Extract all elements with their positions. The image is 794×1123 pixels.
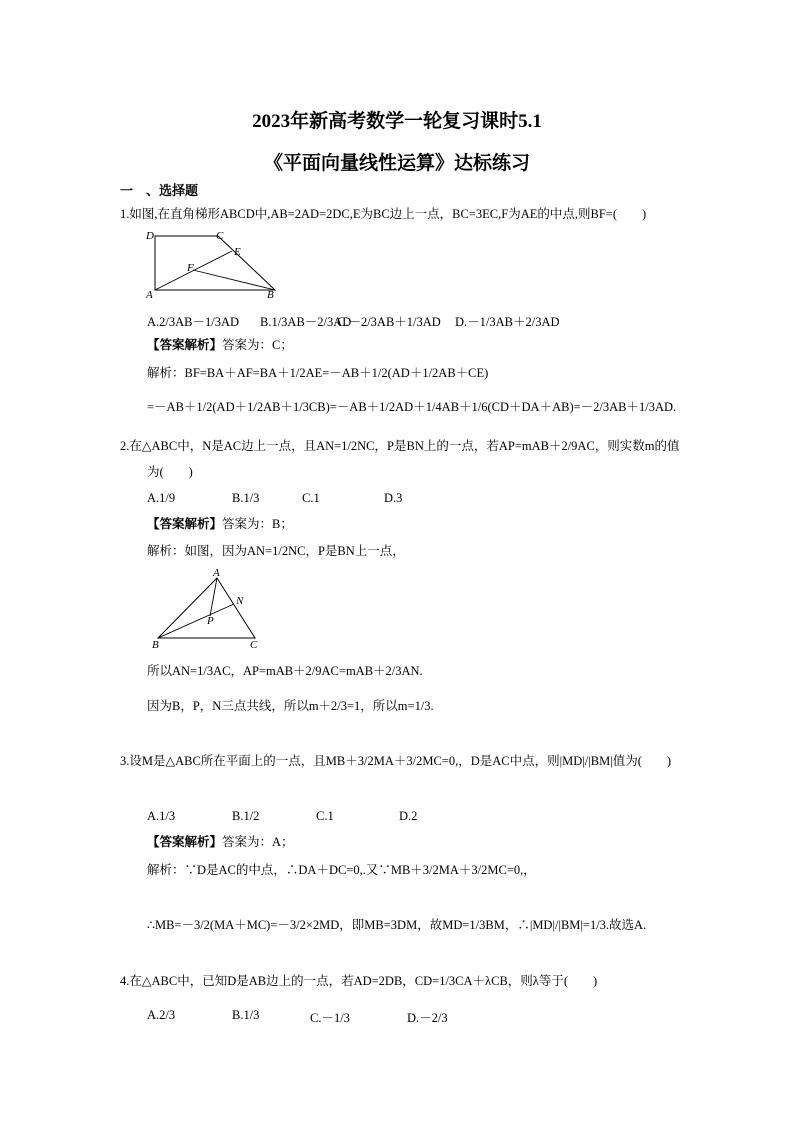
q1-solution-1: 解析：BF=BA＋AF=BA＋1/2AE=－AB＋1/2(AD＋1/2AB＋CE) [147, 366, 489, 380]
q4-option-b: B.1/3 [232, 1008, 260, 1022]
q2-solution-3: 因为B，P，N三点共线，所以m＋2/3=1，所以m=1/3. [147, 699, 434, 713]
q1-option-d: D.－1/3AB＋2/3AD [455, 315, 560, 329]
answer-text: 答案为：B； [222, 517, 293, 531]
answer-text: 答案为：A； [222, 835, 294, 849]
q1-option-a: A.2/3AB－1/3AD [147, 315, 240, 329]
q4-stem: 4.在△ABC中，已知D是AB边上的一点，若AD=2DB，CD=1/3CA＋λCB，则λ等于( ) [120, 974, 598, 988]
label-D: D [146, 230, 154, 242]
q1-stem: 1.如图,在直角梯形ABCD中,AB=2AD=2DC,E为BC边上一点，BC=3EC,F为AE的中点,则BF=( ) [120, 207, 647, 221]
q3-answer-line [147, 834, 294, 850]
answer-tag: 【答案解析】 [147, 517, 223, 531]
label-B: B [152, 639, 159, 651]
q3-stem: 3.设M是△ABC所在平面上的一点，且MB＋3/2MA＋3/2MC=0,，D是AC中点，则|MD|/|BM|值为( ) [120, 754, 672, 768]
q4-option-d: D.－2/3 [407, 1011, 448, 1025]
q1-option-c: C.－2/3AB＋1/3AD [337, 315, 441, 329]
label-E: E [234, 246, 241, 258]
q2-option-b: B.1/3 [232, 491, 260, 505]
page-title: 2023年新高考数学一轮复习课时5.1 [252, 111, 542, 132]
q1-solution-2: =－AB＋1/2(AD＋1/2AB＋1/3CB)=－AB＋1/2AD＋1/4AB＋1/6(CD＋DA＋AB)=－2/3AB＋1/3AD. [147, 400, 677, 414]
answer-tag: 【答案解析】 [147, 338, 223, 352]
q2-option-d: D.3 [384, 491, 403, 505]
label-N: N [236, 595, 244, 607]
label-A: A [146, 289, 153, 301]
q2-option-a: A.1/9 [147, 491, 176, 505]
q3-solution-2: ∴MB=－3/2(MA＋MC)=－3/2×2MD，即MB=3DM，故MD=1/3BM，∴|MD|/|BM|=1/3.故选A. [147, 918, 647, 932]
q1-option-b: B.1/3AB－2/3AD [260, 315, 352, 329]
answer-tag: 【答案解析】 [147, 835, 223, 849]
q2-solution-1: 解析：如图，因为AN=1/2NC，P是BN上一点， [147, 544, 405, 558]
label-F: F [187, 262, 194, 274]
q2-stem-2: 为( ) [147, 465, 193, 479]
label-C: C [250, 639, 258, 651]
q2-triangle-figure [148, 566, 273, 651]
q3-option-a: A.1/3 [147, 809, 176, 823]
q2-solution-2: 所以AN=1/3AC，AP=mAB＋2/9AC=mAB＋2/3AN. [147, 664, 423, 678]
label-P: P [207, 615, 214, 627]
q1-trapezoid-figure [143, 226, 293, 301]
answer-text: 答案为：C； [222, 338, 293, 352]
q4-option-c: C.－1/3 [310, 1011, 350, 1025]
q3-solution-1: 解析：∵D是AC的中点，∴DA＋DC=0,.又∵MB＋3/2MA＋3/2MC=0,， [147, 863, 536, 877]
q3-option-d: D.2 [399, 809, 418, 823]
q2-option-c: C.1 [302, 491, 320, 505]
q3-option-b: B.1/2 [232, 809, 260, 823]
q2-stem-1: 2.在△ABC中，N是AC边上一点，且AN=1/2NC，P是BN上的一点，若AP=mAB＋2/9AC，则实数m的值 [120, 439, 680, 453]
page-subtitle: 《平面向量线性运算》达标练习 [263, 153, 530, 174]
label-B: B [267, 289, 274, 301]
label-A: A [213, 567, 220, 579]
section-heading: 一 、选择题 [120, 183, 199, 198]
q1-answer-line [147, 337, 293, 353]
q2-answer-line [147, 516, 293, 532]
q3-option-c: C.1 [316, 809, 334, 823]
q4-option-a: A.2/3 [147, 1008, 176, 1022]
label-C: C [216, 230, 224, 242]
